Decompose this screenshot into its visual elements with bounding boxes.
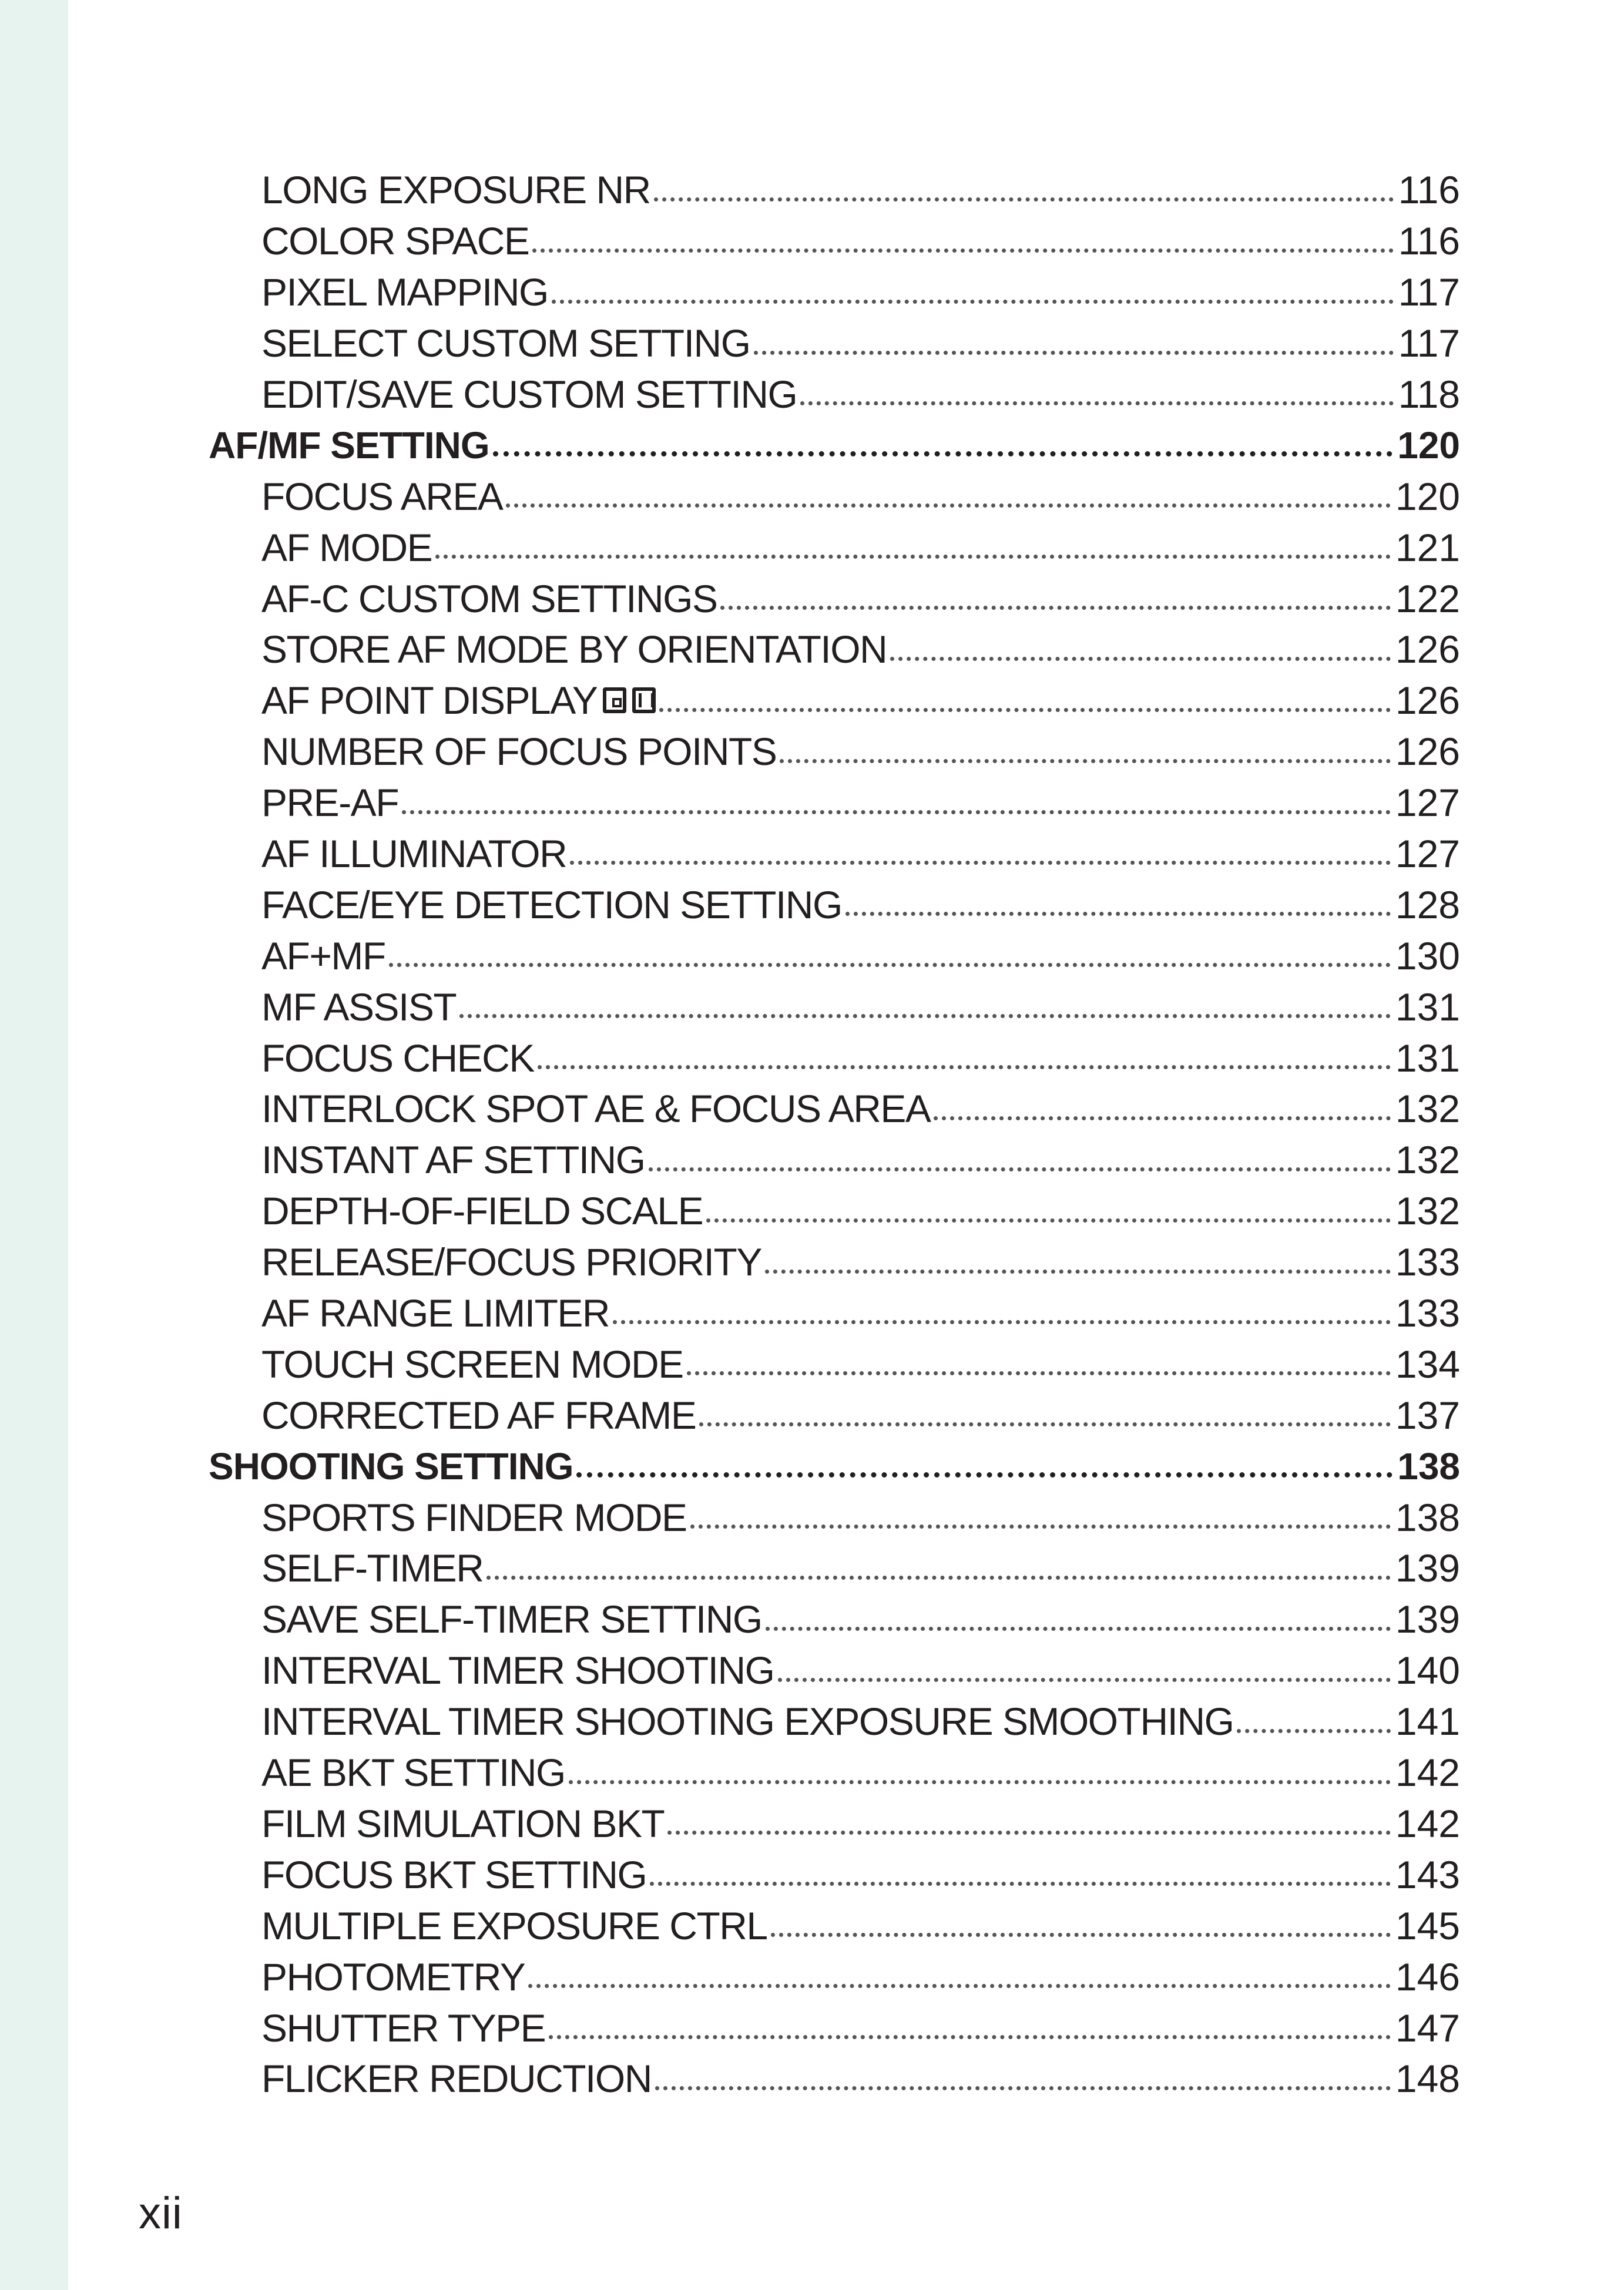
- toc-entry[interactable]: [209, 777, 1460, 828]
- toc-entry-label: FLICKER REDUCTION: [261, 2057, 652, 2101]
- toc-entry[interactable]: [209, 1492, 1460, 1543]
- toc-entry-label: FOCUS AREA: [261, 474, 503, 518]
- toc-entry[interactable]: [209, 1134, 1460, 1186]
- toc-entry[interactable]: [209, 369, 1460, 420]
- toc-entry-page: 133: [1395, 1240, 1460, 1284]
- dot-leader: [845, 912, 1391, 916]
- toc-entry-label: LONG EXPOSURE NR: [261, 168, 650, 212]
- toc-entry-page: 147: [1395, 2006, 1460, 2050]
- dot-leader: [754, 351, 1394, 355]
- toc-entry-page: 139: [1395, 1546, 1460, 1590]
- dot-leader: [549, 2035, 1391, 2039]
- toc-entry-label: PRE-AF: [261, 781, 399, 825]
- toc-entry-page: 121: [1395, 525, 1460, 569]
- toc-entry[interactable]: [209, 522, 1460, 573]
- toc-section-entry[interactable]: [209, 419, 1460, 471]
- toc-entry[interactable]: [209, 624, 1460, 675]
- toc-entry-page: 132: [1395, 1189, 1460, 1233]
- toc-entry[interactable]: [209, 1186, 1460, 1237]
- dot-leader: [649, 1167, 1391, 1171]
- toc-entry[interactable]: [209, 267, 1460, 318]
- toc-entry-label: TOUCH SCREEN MODE: [261, 1342, 683, 1386]
- af-zone-icon: [632, 687, 656, 713]
- dot-leader: [402, 810, 1391, 814]
- toc-entry-page: 117: [1398, 270, 1460, 314]
- toc-entry[interactable]: [209, 1288, 1460, 1339]
- toc-entry-page: 141: [1395, 1700, 1460, 1744]
- side-color-band: [0, 0, 68, 2290]
- toc-entry-page: 132: [1395, 1138, 1460, 1182]
- toc-entry-page: 143: [1395, 1852, 1460, 1896]
- toc-entry-label: AF+MF: [261, 934, 385, 978]
- dot-leader: [771, 1933, 1391, 1937]
- toc-entry-page: 120: [1397, 424, 1460, 466]
- toc-entry-label: PHOTOMETRY: [261, 1955, 525, 1999]
- toc-entry-label: AF ILLUMINATOR: [261, 832, 567, 876]
- dot-leader: [778, 1678, 1391, 1682]
- toc-entry-label: INTERVAL TIMER SHOOTING: [261, 1648, 774, 1693]
- toc-entry[interactable]: [209, 1032, 1460, 1083]
- dot-leader: [766, 1627, 1391, 1631]
- toc-entry-label: STORE AF MODE BY ORIENTATION: [261, 627, 887, 671]
- toc-entry[interactable]: [209, 1849, 1460, 1900]
- dot-leader: [890, 657, 1391, 661]
- toc-entry-page: 127: [1395, 781, 1460, 825]
- toc-entry-label: SELF-TIMER: [261, 1546, 484, 1590]
- dot-leader: [667, 1831, 1391, 1835]
- dot-leader: [528, 1984, 1391, 1988]
- toc-entry-label: MULTIPLE EXPOSURE CTRL: [261, 1903, 767, 1947]
- toc-entry-label: AF POINT DISPLAY: [261, 679, 598, 723]
- dot-leader: [486, 1576, 1391, 1580]
- toc-entry-label: AF MODE: [261, 525, 432, 569]
- toc-entry[interactable]: [209, 1900, 1460, 1951]
- dot-leader: [576, 1472, 1393, 1478]
- dot-leader: [690, 1525, 1391, 1529]
- toc-entry-label: SHUTTER TYPE: [261, 2006, 546, 2050]
- toc-entry[interactable]: [209, 1798, 1460, 1849]
- toc-entry-page: 122: [1395, 576, 1460, 620]
- toc-entry-label: SHOOTING SETTING: [209, 1445, 573, 1488]
- dot-leader: [699, 1422, 1390, 1426]
- toc-entry[interactable]: [209, 1338, 1460, 1389]
- toc-entry[interactable]: [209, 1237, 1460, 1288]
- dot-leader: [493, 451, 1393, 456]
- toc-entry-page: 133: [1395, 1291, 1460, 1335]
- toc-entry-label: AF-C CUSTOM SETTINGS: [261, 576, 717, 620]
- toc-entry[interactable]: [209, 1951, 1460, 2002]
- toc-entry-label: SPORTS FINDER MODE: [261, 1495, 687, 1539]
- dot-leader: [538, 1065, 1391, 1069]
- dot-leader: [780, 759, 1391, 763]
- toc-entry-label: COLOR SPACE: [261, 219, 529, 263]
- toc-entry-label: AF/MF SETTING: [209, 424, 489, 466]
- toc-entry-page: 140: [1395, 1648, 1460, 1693]
- toc-section-entry[interactable]: [209, 1441, 1460, 1492]
- dot-leader: [655, 2086, 1391, 2090]
- toc-entry[interactable]: [209, 2002, 1460, 2053]
- toc-entry-page: 139: [1395, 1597, 1460, 1641]
- toc-entry[interactable]: [209, 2053, 1460, 2104]
- toc-entry-page: 116: [1398, 168, 1460, 212]
- dot-leader: [934, 1116, 1390, 1120]
- dot-leader: [659, 708, 1390, 712]
- toc-entry-page: 148: [1395, 2057, 1460, 2101]
- dot-leader: [650, 1882, 1391, 1886]
- toc-entry-page: 132: [1395, 1087, 1460, 1131]
- dot-leader: [800, 401, 1393, 405]
- toc-entry[interactable]: [209, 828, 1460, 879]
- toc-entry-page: 126: [1395, 730, 1460, 774]
- toc-entry-label: NUMBER OF FOCUS POINTS: [261, 730, 777, 774]
- toc-entry-page: 118: [1398, 372, 1460, 416]
- toc-entry-page: 142: [1395, 1751, 1460, 1795]
- toc-entry-page: 120: [1395, 474, 1460, 518]
- toc-entry[interactable]: [209, 1594, 1460, 1645]
- toc-entry-label: FOCUS BKT SETTING: [261, 1852, 647, 1896]
- dot-leader: [687, 1371, 1391, 1375]
- toc-entry-page: 126: [1395, 679, 1460, 723]
- toc-entry-page: 145: [1395, 1903, 1460, 1947]
- toc-entry[interactable]: [209, 471, 1460, 522]
- af-single-point-icon: [603, 687, 626, 713]
- toc-entry-page: 137: [1395, 1393, 1460, 1437]
- toc-entry-label: RELEASE/FOCUS PRIORITY: [261, 1240, 761, 1284]
- dot-leader: [570, 861, 1391, 865]
- dot-leader: [654, 197, 1394, 202]
- toc-entry-page: 142: [1395, 1801, 1460, 1845]
- dot-leader: [1237, 1729, 1390, 1733]
- toc-entry-page: 146: [1395, 1955, 1460, 1999]
- toc-entry-label: CORRECTED AF FRAME: [261, 1393, 696, 1437]
- toc-entry[interactable]: [209, 1543, 1460, 1594]
- toc-entry-page: 138: [1395, 1495, 1460, 1539]
- dot-leader: [435, 555, 1391, 559]
- toc-entry[interactable]: [209, 726, 1460, 777]
- toc-entry-page: 131: [1395, 985, 1460, 1029]
- dot-leader: [552, 300, 1394, 304]
- toc-entry[interactable]: [209, 1696, 1460, 1747]
- toc-entry[interactable]: [209, 1389, 1460, 1441]
- dot-leader: [389, 963, 1391, 967]
- toc-entry-page: 117: [1398, 321, 1460, 365]
- toc-entry-label: AF RANGE LIMITER: [261, 1291, 610, 1335]
- toc-entry-page: 138: [1397, 1445, 1460, 1488]
- toc-entry-page: 131: [1395, 1036, 1460, 1080]
- toc-entry-page: 116: [1398, 219, 1460, 263]
- toc-entry[interactable]: [209, 164, 1460, 216]
- dot-leader: [765, 1270, 1391, 1274]
- toc-entry-label: DEPTH-OF-FIELD SCALE: [261, 1189, 703, 1233]
- toc-entry-label: FACE/EYE DETECTION SETTING: [261, 882, 842, 926]
- toc-entry-page: 134: [1395, 1342, 1460, 1386]
- toc-entry-page: 127: [1395, 832, 1460, 876]
- toc-entry-label: FOCUS CHECK: [261, 1036, 534, 1080]
- toc-entry[interactable]: [209, 1083, 1460, 1134]
- toc-entry-label: INTERVAL TIMER SHOOTING EXPOSURE SMOOTHING: [261, 1700, 1234, 1744]
- toc-entry-label: INSTANT AF SETTING: [261, 1138, 645, 1182]
- toc-entry-label: SAVE SELF-TIMER SETTING: [261, 1597, 762, 1641]
- toc-entry-page: 130: [1395, 934, 1460, 978]
- toc-entry[interactable]: [209, 318, 1460, 369]
- dot-leader: [459, 1014, 1391, 1018]
- dot-leader: [720, 606, 1390, 610]
- toc-entry-label: AE BKT SETTING: [261, 1751, 565, 1795]
- toc-entry[interactable]: [209, 1747, 1460, 1798]
- toc-entry-label: EDIT/SAVE CUSTOM SETTING: [261, 372, 797, 416]
- dot-leader: [706, 1218, 1391, 1223]
- table-of-contents: [209, 164, 1460, 2104]
- toc-entry[interactable]: [209, 675, 1460, 726]
- toc-entry-label: FILM SIMULATION BKT: [261, 1801, 665, 1845]
- toc-entry-label: INTERLOCK SPOT AE & FOCUS AREA: [261, 1087, 931, 1131]
- toc-entry-page: 128: [1395, 882, 1460, 926]
- toc-entry[interactable]: [209, 216, 1460, 267]
- toc-entry[interactable]: [209, 930, 1460, 981]
- dot-leader: [506, 503, 1390, 508]
- dot-leader: [613, 1320, 1391, 1324]
- toc-entry-page: 126: [1395, 627, 1460, 671]
- dot-leader: [569, 1780, 1391, 1784]
- toc-entry[interactable]: [209, 981, 1460, 1032]
- toc-entry-label: SELECT CUSTOM SETTING: [261, 321, 750, 365]
- page-number: xii: [139, 2188, 183, 2238]
- toc-entry[interactable]: [209, 573, 1460, 624]
- toc-entry[interactable]: [209, 1645, 1460, 1696]
- toc-entry-label: MF ASSIST: [261, 985, 457, 1029]
- toc-entry[interactable]: [209, 879, 1460, 930]
- dot-leader: [532, 249, 1393, 253]
- toc-entry-label: PIXEL MAPPING: [261, 270, 548, 314]
